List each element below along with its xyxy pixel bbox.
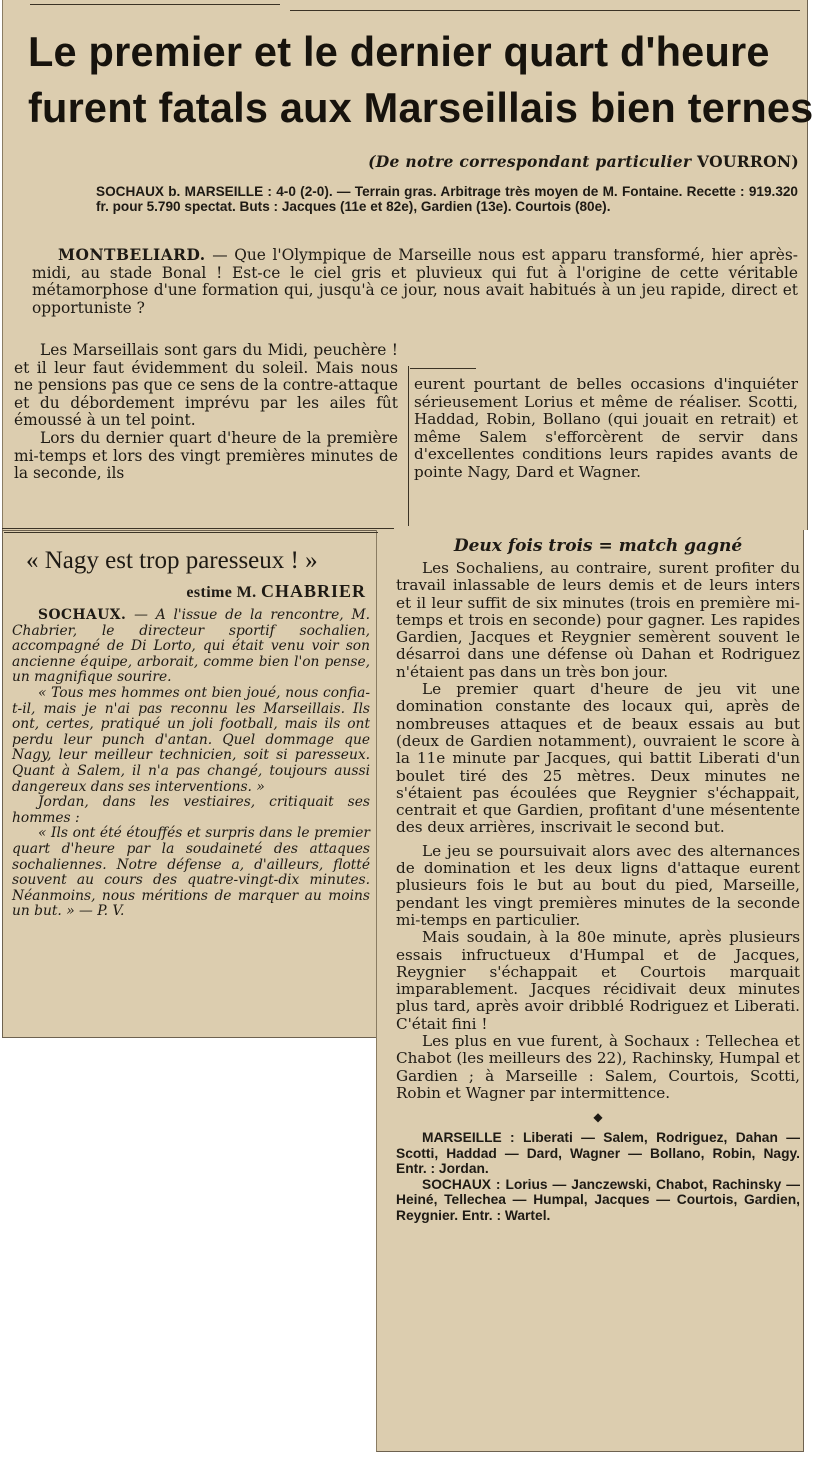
column-divider (408, 366, 409, 526)
interview-dateline: SOCHAUX. (38, 607, 127, 623)
paragraph-best-players: Les plus en vue furent, à Sochaux : Tellechea et Chabot (les meilleurs des 22), Rachinsky, Humpal et Gardien ; à Marseille : Salem, Courtois, Scotti, Robin et Wagner par intermittence. (396, 1032, 800, 1102)
interview-subtitle (12, 581, 366, 602)
lineup-sochaux: SOCHAUX : Lorius — Janczewski, Chabot, Rachinsky — Heiné, Tellechea — Humpal, Jacques — Courtois, Gardien, Reygnier. Entr. : Wartel. (396, 1176, 800, 1223)
lineup-marseille: MARSEILLE : Liberati — Salem, Rodriguez, Dahan — Scotti, Haddad — Dard, Wagner — Bollano, Robin, Nagy. Entr. : Jordan. (396, 1130, 800, 1177)
headline-line-2: furent fatals aux Marseillais bien ternes (28, 84, 813, 131)
top-rule (30, 4, 280, 5)
lineups (396, 1130, 800, 1223)
section-subhead: Deux fois trois = match gagné (453, 536, 743, 556)
interview-quote-chabrier: « Tous mes hommes ont bien joué, nous confia-t-il, mais je n'ai pas reconnu les Marseillais. Ils ont, certes, pratiqué un joli football, mais ils ont perdu leur punch d'antan. Quel dommage que Nagy, leur meilleur technicien, soit si paresseux. Quant à Salem, il n'a pas changé, toujours aussi dangereux dans ses interventions. » (12, 684, 370, 795)
headline (28, 24, 813, 136)
interview-box (4, 532, 378, 1036)
intro-paragraph (32, 247, 798, 317)
match-summary-text: SOCHAUX b. MARSEILLE : 4-0 (2-0). — Terrain gras. Arbitrage très moyen de M. Fontaine. Recette : 919.320 fr. pour 5.790 spectat. Buts : Jacques (11e et 82e), Gardien (13e). Courtois (80e). (96, 184, 798, 214)
top-rule-right (290, 10, 800, 11)
interview-intro: — A l'issue de la rencontre, M. Chabrier, le directeur sportif sochalien, accompagné de Di Lorto, qui était venu voir son ancienne équipe, arborait, comme bien l'on pense, un magnifique sourire. (12, 607, 370, 686)
paragraph-alternances: Le jeu se poursuivait alors avec des alternances de domination et les deux ligns d'attaque eurent plusieurs fois le but au bout du pied, Marseille, pendant les vingt premières minutes de la seconde mi-temps en particulier. (396, 841, 800, 929)
byline (368, 152, 799, 171)
headline-line-1: Le premier et le dernier quart d'heure (28, 28, 770, 75)
match-summary (36, 184, 798, 214)
intro-text: — Que l'Olympique de Marseille nous est apparu transformé, hier après-midi, au stade Bonal ! Est-ce le ciel gris et pluvieux qui fut à l'origine de cette véritable métamorphose d'une formation qui, jusqu'à ce jour, nous avait habitués à un jeu rapide, direct et opportuniste ? (32, 246, 798, 317)
right-column (396, 530, 800, 1450)
paragraph-last-quarter: Lors du dernier quart d'heure de la première mi-temps et lors des vingt premières minutes de la seconde, ils (14, 428, 398, 483)
column-divider-short (410, 368, 476, 369)
paragraph-80th-minute: Mais soudain, à la 80e minute, après plusieurs essais infructueux d'Humpal et de Jacques, Reygnier s'échappait et Courtois marquait imparablement. Jacques récidivait deux minutes plus tard, après avoir dribblé Rodriguez et Liberati. C'était fini ! (396, 928, 800, 1033)
interview-jordan-intro: Jordan, dans les vestiaires, critiquait ses hommes : (12, 794, 370, 826)
interview-quote-jordan: « Ils ont été étouffés et surpris dans le premier quart d'heure par la soudaineté des attaques sochaliennes. Notre défense a, d'ailleurs, flotté souvent au cours des quatre-vingt-dix minutes. Néanmoins, nous méritions de marquer au moins un but. » — P. V. (12, 825, 370, 920)
interview-subtitle-prefix: estime M. (186, 584, 257, 601)
section-rule (2, 528, 394, 529)
right-top-text (414, 376, 798, 522)
paragraph-midi: Les Marseillais sont gars du Midi, peuchère ! et il leur faut évidemment du soleil. Mais nous ne pensions pas que ce sens de la contre-attaque et du débordement imprévu par les ailes fût émoussé à un tel point. (14, 342, 398, 430)
paragraph-occasions: eurent pourtant de belles occasions d'inquiéter sérieusement Lorius et même de réaliser. Scotti, Haddad, Robin, Bollano (qui jouait en retrait) et même Salem s'efforcèrent de servir dans d'excellentes conditions leurs rapides avants de pointe Nagy, Dard et Wagner. (414, 376, 798, 481)
byline-text: (De notre correspondant particulier (368, 152, 692, 171)
interview-subtitle-name: CHABRIER (260, 581, 366, 601)
separator-diamond-icon: ◆ (593, 1110, 603, 1125)
left-column-text (14, 342, 398, 522)
interview-text (12, 608, 370, 920)
interview-title: « Nagy est trop paresseux ! » (26, 547, 318, 574)
paragraph-sochaliens: Les Sochaliens, au contraire, surent profiter du travail inlassable de leurs demis et de leurs inters et il leur suffit de six minutes (trois en première mi-temps et trois en seconde) pour gagner. Les rapides Gardien, Jacques et Reygnier semèrent souvent le désarroi dans une défense où Dahan et Rodriguez n'étaient pas dans un très bon jour. (396, 559, 800, 681)
paragraph-first-quarter: Le premier quart d'heure de jeu vit une domination constante des locaux qui, après de nombreuses attaques et de beaux essais au but (deux de Gardien notamment), ouvraient le score à la 11e minute par Jacques, qui battit Liberati d'un boulet tiré des 25 mètres. Deux minutes ne s'étaient pas écoulées que Reygnier s'échappait, centrait et que Gardien, profitant d'une mésentente des deux arrières, inscrivait le second but. (396, 680, 800, 837)
dateline: MONTBELIARD. (58, 246, 206, 264)
byline-author: VOURRON) (697, 152, 799, 171)
